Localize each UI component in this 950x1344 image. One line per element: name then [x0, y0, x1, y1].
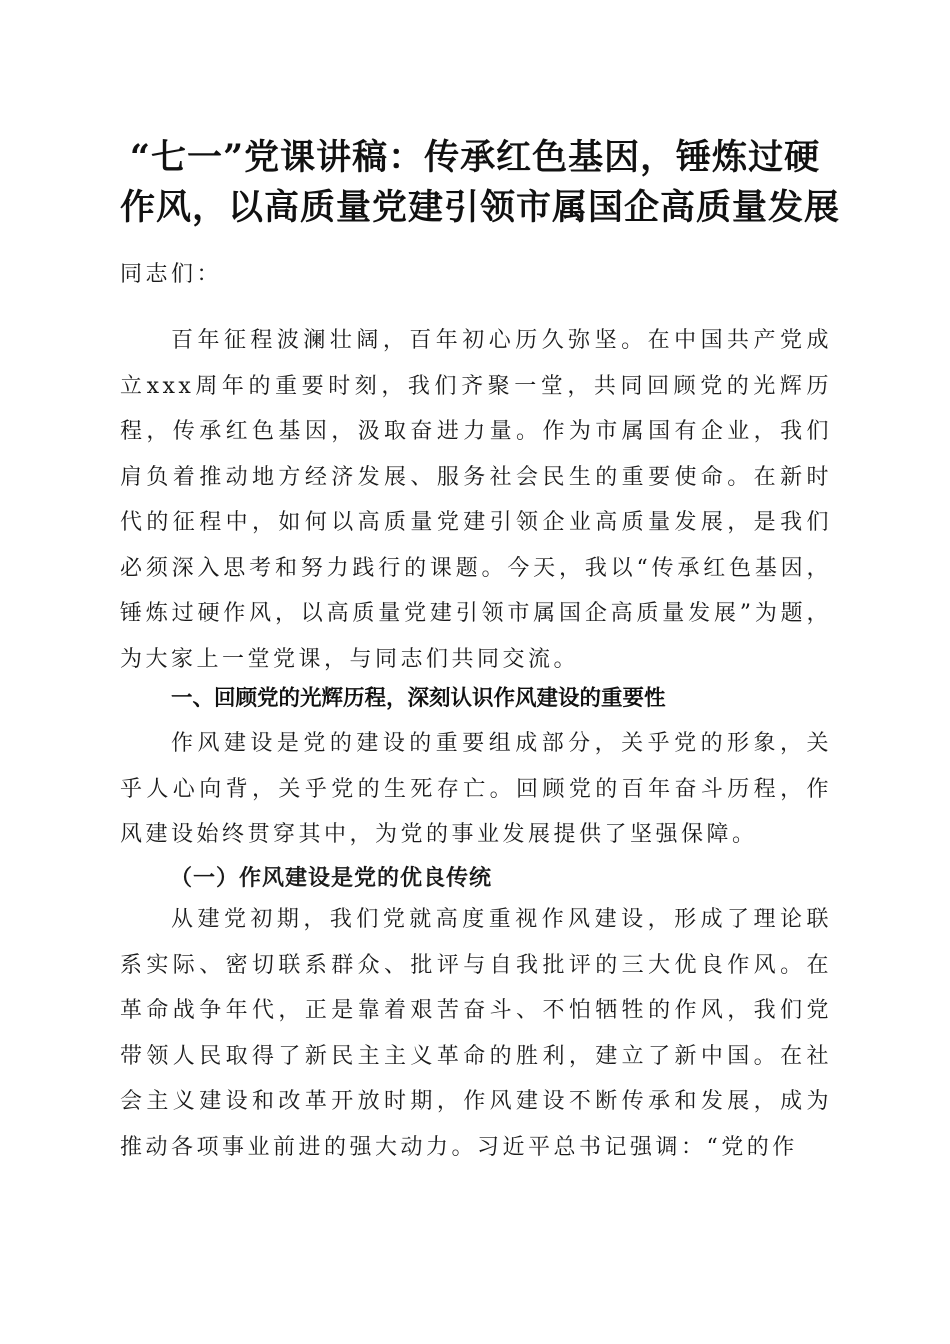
intro-paragraph: 百年征程波澜壮阔，百年初心历久弥坚。在中国共产党成立xxx周年的重要时刻，我们齐聚一堂，共同回顾党的光辉历程，传承红色基因，汲取奋进力量。作为市属国有企业，我们肩负着推动地方经济发展、服务社会民生的重要使命。在新时代的征程中，如何以高质量党建引领企业高质量发展，是我们必须深入思考和努力践行的课题。今天，我以“传承红色基因，锤炼过硬作风，以高质量党建引领市属国企高质量发展”为题，为大家上一堂党课，与同志们共同交流。	[120, 328, 832, 672]
subsection-paragraph: 从建党初期，我们党就高度重视作风建设，形成了理论联系实际、密切联系群众、批评与自我批评的三大优良作风。在革命战争年代，正是靠着艰苦奋斗、不怕牺牲的作风，我们党带领人民取得了新民主主义革命的胜利，建立了新中国。在社会主义建设和改革开放时期，作风建设不断传承和发展，成为推动各项事业前进的强大动力。习近平总书记强调：“党的作	[120, 907, 832, 1160]
document-title	[120, 133, 841, 233]
section-paragraph: 作风建设是党的建设的重要组成部分，关乎党的形象，关乎人心向背，关乎党的生死存亡。回顾党的百年奋斗历程，作风建设始终贯穿其中，为党的事业发展提供了坚强保障。	[120, 731, 832, 847]
title-line-1: “七一”党课讲稿：传承红色基因，锤炼过硬	[129, 137, 821, 178]
section-heading: 一、回顾党的光辉历程，深刻认识作风建设的重要性	[171, 686, 666, 711]
salutation: 同志们：	[120, 262, 223, 287]
subsection-heading: （一）作风建设是党的优良传统	[170, 865, 493, 891]
title-line-2: 作风，以高质量党建引领市属国企高质量发展	[120, 187, 841, 228]
